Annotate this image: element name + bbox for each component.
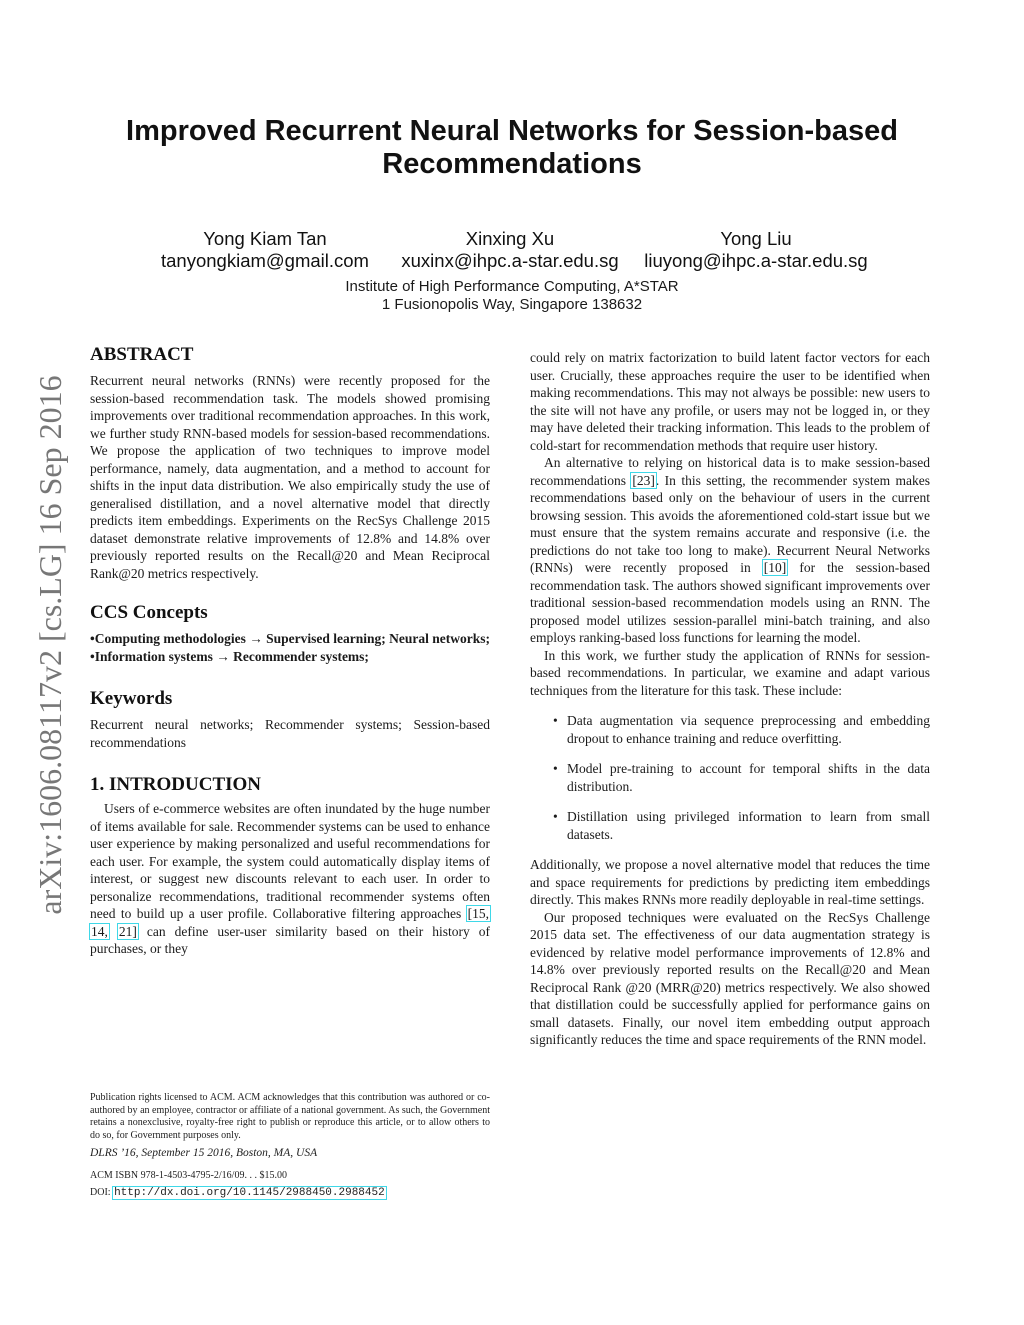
bullet-icon: • <box>553 809 558 824</box>
paragraph <box>530 454 930 647</box>
author-name: Xinxing Xu <box>465 228 555 249</box>
list-item-text: Distillation using privileged information to learn from small datasets. <box>567 809 930 842</box>
intro-text-a: Users of e-commerce websites are often inundated by the huge number of items available for sale. Recommender systems can be used to enhance user experience by making personalized and useful recommendations for each user. For example, the system could automatically display items of interest, or suggest new discounts relevant to each user. In order to personalize recommendations, traditional recommender systems often need to build up a user profile. Collaborative filtering approaches <box>90 801 490 921</box>
author-email: liuyong@ihpc.a-star.edu.sg <box>644 250 868 271</box>
author-2 <box>390 228 630 272</box>
affiliation-line-1: Institute of High Performance Computing, A*STAR <box>345 278 679 295</box>
author-3 <box>640 228 872 272</box>
techniques-list <box>530 712 930 843</box>
publication-rights: Publication rights licensed to ACM. ACM acknowledges that this contribution was authored or co-authored by an employee, contractor or affiliate of a national government. As such, the Government retains a nonexclusive, royalty-free right to publish or reproduce this article, or to allow others to do so, for Government purposes only. <box>90 1092 490 1141</box>
ccs-text: •Computing methodologies → Supervised learning; Neural networks; •Information systems → Recommender systems; <box>90 631 490 664</box>
citation-link[interactable]: 14, <box>91 923 108 939</box>
right-column <box>530 349 930 1049</box>
paragraph: Additionally, we propose a novel alternative model that reduces the time and space requirements for predictions by predicting item embeddings directly. This makes RNNs more readily deployable in real-time settings. <box>530 857 930 907</box>
bullet-icon: • <box>553 761 558 776</box>
left-column <box>90 344 490 958</box>
affiliation <box>212 278 812 314</box>
text-span: for the session-based recommendation task. The authors showed significant improvements over traditional session-based recommendation models using an RNN. The proposed model utilizes session-parallel mini-batch training, and also employs ranking-based loss functions for learning the model. <box>530 560 930 645</box>
conference-info: DLRS ’16, September 15 2016, Boston, MA, USA <box>90 1147 318 1159</box>
doi-link[interactable]: http://dx.doi.org/10.1145/2988450.2988452 <box>114 1187 385 1199</box>
arxiv-stamp: arXiv:1606.08117v2 [cs.LG] 16 Sep 2016 <box>32 375 68 915</box>
bullet-icon: • <box>553 713 558 728</box>
abstract-text: Recurrent neural networks (RNNs) were recently proposed for the session-based recommendation task. The models showed promising improvements over traditional recommendation approaches. In this work, we further study RNN-based models for session-based recommendations. We propose the application of two techniques to improve model performance, namely, data augmentation, and a method to account for shifts in the input data distribution. We also empirically study the use of generalised distillation, and a novel alternative model that directly predicts item embeddings. Experiments on the RecSys Challenge 2015 dataset demonstrate relative improvements of 12.8% and 14.8% over previously reported results on the Recall@20 and Mean Reciprocal Rank@20 metrics respectively. <box>90 373 490 581</box>
text-span: An alternative to relying on historical data is to make session-based recommendations <box>530 455 930 488</box>
paragraph: In this work, we further study the application of RNNs for session-based recommendations. In particular, we examine and adapt various techniques from the literature for this task. These include: <box>530 647 930 698</box>
doi-line <box>90 1187 490 1200</box>
abstract-heading: ABSTRACT <box>90 344 194 365</box>
intro-text-b: can define user-user similarity based on their history of purchases, or they <box>90 923 491 956</box>
paper-title: Improved Recurrent Neural Networks for Session-based Recommendations <box>126 115 898 180</box>
list-item <box>530 712 930 747</box>
author-name: Yong Liu <box>720 228 792 249</box>
list-item-text: Data augmentation via sequence preprocessing and embedding dropout to enhance training and reduce overfitting. <box>567 713 930 746</box>
citation-link[interactable]: [15, <box>467 906 489 921</box>
author-email: tanyongkiam@gmail.com <box>161 250 369 271</box>
introduction-paragraph <box>90 800 490 958</box>
affiliation-line-2: 1 Fusionopolis Way, Singapore 138632 <box>381 296 643 313</box>
list-item-text: Model pre-training to account for temporal shifts in the data distribution. <box>567 761 930 794</box>
paragraph: could rely on matrix factorization to build latent factor vectors for each user. Crucially, these approaches require the user to be identified when making recommendations. This may not always be possible: new users to the site will not have any profile, or users may not be logged in, or they may have deleted their tracking information. This leads to the problem of cold-start for recommendation methods that require user history. <box>530 350 930 453</box>
doi-label: DOI: <box>90 1187 114 1198</box>
keywords-text: Recurrent neural networks; Recommender systems; Session-based recommendations <box>90 717 490 750</box>
citation-link[interactable]: [10] <box>763 560 787 575</box>
author-email: xuxinx@ihpc.a-star.edu.sg <box>401 250 619 271</box>
list-item <box>530 760 930 795</box>
isbn: ACM ISBN 978-1-4503-4795-2/16/09. . . $15.00 <box>90 1169 287 1181</box>
list-item <box>530 808 930 843</box>
citation-link[interactable]: 21] <box>118 923 137 939</box>
keywords-heading: Keywords <box>90 688 173 709</box>
introduction-heading: 1. INTRODUCTION <box>90 774 262 795</box>
footnote-block <box>90 1092 490 1200</box>
text-span: . In this setting, the recommender system makes recommendations based only on the behaviour of users in the current browsing session. This avoids the aforementioned cold-start issue but we must ensure that the system remains accurate and responsive (i.e. the predictions do not take too long to make). Recurrent Neural Networks (RNNs) were recently proposed in <box>530 472 930 575</box>
author-1 <box>150 228 380 272</box>
citation-link[interactable]: [23] <box>632 472 655 488</box>
ccs-heading: CCS Concepts <box>90 602 208 623</box>
paragraph: Our proposed techniques were evaluated on the RecSys Challenge 2015 data set. The effectiveness of our data augmentation strategy is evidenced by relative model performance improvements of 12.8% and 14.8% over previously reported results on the Recall@20 and Mean Reciprocal Rank @20 (MRR@20) metrics respectively. We also showed that distillation could be successfully applied for performance gains on small datasets. Finally, our novel item embedding output approach significantly reduces the time and space requirements of the RNN model. <box>530 909 930 1047</box>
author-name: Yong Kiam Tan <box>203 228 327 249</box>
